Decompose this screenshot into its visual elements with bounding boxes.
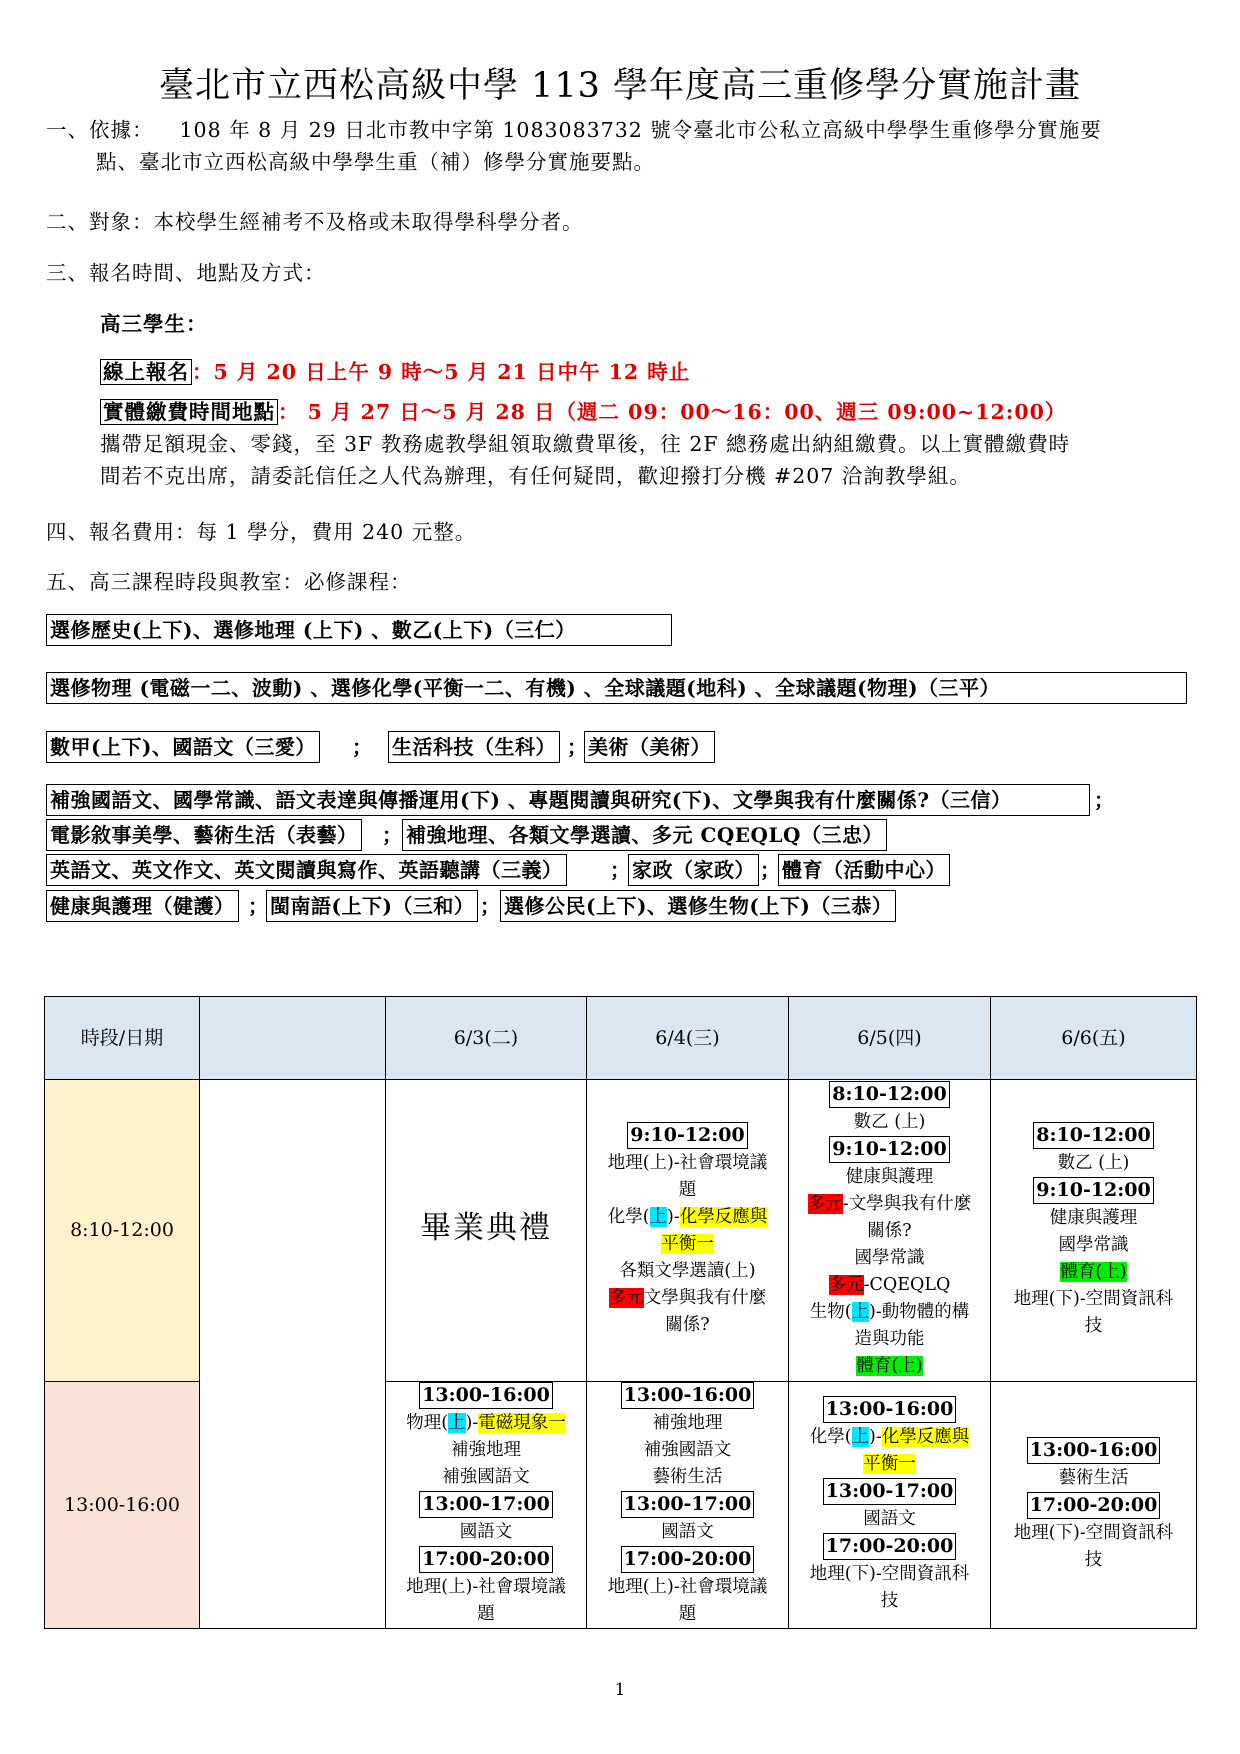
course-line: 題 — [678, 1604, 697, 1624]
online-registration — [100, 356, 690, 388]
page-number: 1 — [614, 1680, 626, 1700]
graduation-ceremony: 畢業典禮 — [420, 1209, 552, 1246]
time-badge: 13:00-16:00 — [621, 1382, 755, 1409]
course-line: 地理(下)-空間資訊科 — [809, 1563, 970, 1584]
course-box-3a: 數甲(上下)、國語文（三愛） — [46, 731, 320, 763]
course-box-5b: 補強地理、各類文學選讀、多元 CQEQLQ（三忠） — [402, 819, 887, 851]
cell-0603-am — [386, 1080, 587, 1382]
course-box-1: 選修歷史(上下)、選修地理 (上下) 、數乙(上下)（三仁） — [46, 614, 672, 646]
cell-0604-am — [587, 1080, 789, 1382]
time-badge: 17:00-20:00 — [823, 1533, 957, 1560]
cell-0604-pm — [587, 1382, 789, 1629]
separator: ； — [480, 894, 500, 918]
document-title: 臺北市立西松高級中學 113 學年度高三重修學分實施計畫 — [158, 66, 1082, 106]
cell-0603-pm — [386, 1382, 587, 1629]
slot-afternoon: 13:00-16:00 — [45, 1382, 200, 1629]
morning-row — [45, 1080, 1197, 1382]
course-box-7c: 選修公民(上下)、選修生物(上下)（三恭） — [500, 890, 896, 922]
course-line: 關係? — [665, 1315, 710, 1335]
slot-morning: 8:10-12:00 — [45, 1080, 200, 1382]
course-line: 健康與護理 — [845, 1167, 934, 1187]
section-1-line2: 點、臺北市立西松高級中學學生重（補）修學分實施要點。 — [96, 150, 655, 174]
course-line: 國學常識 — [854, 1248, 925, 1268]
course-line: 關係? — [867, 1221, 912, 1241]
onsite-payment — [100, 396, 1066, 428]
cell-0605-pm — [789, 1382, 991, 1629]
time-badge: 8:10-12:00 — [1033, 1122, 1153, 1149]
time-badge: 13:00-16:00 — [823, 1396, 957, 1423]
course-line: 體育(上) — [1060, 1261, 1127, 1282]
course-line: 物理(上)-電磁現象一 — [406, 1413, 566, 1433]
course-line: 數乙 (上) — [853, 1112, 926, 1132]
separator: ； — [352, 735, 372, 759]
course-line: 化學(上)-化學反應與 — [809, 1426, 970, 1447]
course-line: 地理(上)-社會環境議 — [607, 1577, 768, 1597]
course-line: 題 — [477, 1604, 495, 1624]
header-cell: 6/6(五) — [991, 997, 1197, 1080]
time-badge: 13:00-16:00 — [1027, 1437, 1161, 1464]
course-line: 多元-文學與我有什麼 — [807, 1194, 972, 1214]
time-badge: 13:00-17:00 — [419, 1491, 553, 1518]
section-2: 二、對象：本校學生經補考不及格或未取得學科學分者。 — [46, 210, 584, 234]
course-line: 平衡一 — [863, 1453, 916, 1474]
course-line: 地理(上)-社會環境議 — [406, 1577, 566, 1597]
time-badge: 9:10-12:00 — [829, 1136, 949, 1163]
course-box-6a: 英語文、英文作文、英文閱讀與寫作、英語聽講（三義） — [46, 854, 567, 886]
course-line: 地理(下)-空間資訊科 — [1013, 1522, 1174, 1543]
course-box-3b: 生活科技（生科） — [388, 731, 560, 763]
course-box-4: 補強國語文、國學常識、語文表達與傳播運用(下) 、專題閱讀與研究(下)、文學與我有什麼關係?（三信） — [46, 784, 1090, 816]
course-line: 健康與護理 — [1049, 1207, 1138, 1228]
course-line: 藝術生活 — [1058, 1467, 1129, 1488]
time-badge: 9:10-12:00 — [1033, 1177, 1153, 1204]
section-4: 四、報名費用：每 1 學分，費用 240 元整。 — [46, 520, 477, 544]
course-line: 地理(下)-空間資訊科 — [1013, 1288, 1174, 1309]
course-line: 藝術生活 — [652, 1467, 723, 1487]
course-line: 補強國語文 — [442, 1467, 530, 1487]
header-cell: 6/5(四) — [789, 997, 991, 1080]
time-badge: 8:10-12:00 — [829, 1081, 949, 1108]
separator: ； — [382, 823, 402, 847]
cell-0605-am — [789, 1080, 991, 1382]
section-1 — [46, 114, 1102, 146]
course-line: 補強地理 — [451, 1440, 521, 1460]
course-box-5a: 電影敘事美學、藝術生活（表藝） — [46, 819, 362, 851]
cell-0606-pm — [991, 1382, 1197, 1629]
online-time: ：5 月 20 日上午 9 時～5 月 21 日中午 12 時止 — [192, 360, 691, 384]
empty-column — [200, 1080, 386, 1629]
section-5: 五、高三課程時段與教室：必修課程： — [46, 570, 412, 594]
course-line: 補強國語文 — [643, 1440, 732, 1460]
time-badge: 17:00-20:00 — [621, 1546, 755, 1573]
payment-instructions-1: 攜帶足額現金、零錢，至 3F 教務處教學組領取繳費單後，往 2F 總務處出納組繳費。以上實體繳費時 — [100, 432, 1071, 456]
separator: ； — [760, 858, 780, 882]
separator: ； — [1094, 788, 1114, 812]
course-line: 國學常識 — [1058, 1234, 1129, 1255]
course-line: 平衡一 — [661, 1234, 714, 1254]
course-line: 技 — [880, 1590, 899, 1611]
course-box-6c: 體育（活動中心） — [778, 854, 950, 886]
course-line: 國語文 — [661, 1522, 714, 1542]
course-line: 補強地理 — [652, 1413, 723, 1433]
section-1-label: 一、依據： — [46, 118, 154, 142]
separator: ； — [610, 858, 630, 882]
time-badge: 13:00-17:00 — [621, 1491, 755, 1518]
schedule-table — [44, 996, 1197, 1629]
course-line: 國語文 — [863, 1508, 916, 1529]
header-cell: 6/3(二) — [386, 997, 587, 1080]
course-box-7a: 健康與護理（健護） — [46, 890, 239, 922]
online-label: 線上報名 — [100, 359, 192, 385]
course-line: 各類文學選讀(上) — [619, 1261, 756, 1281]
course-line: 數乙 (上) — [1057, 1152, 1130, 1173]
time-badge: 17:00-20:00 — [1027, 1492, 1161, 1519]
separator: ； — [248, 894, 268, 918]
separator: ； — [567, 735, 587, 759]
header-cell — [200, 997, 386, 1080]
course-line: 體育(上) — [856, 1356, 923, 1376]
time-badge: 9:10-12:00 — [627, 1122, 747, 1149]
course-line: 技 — [1084, 1315, 1103, 1336]
course-box-2: 選修物理 (電磁一二、波動) 、選修化學(平衡一二、有機) 、全球議題(地科) 、全球議題(物理)（三平） — [46, 672, 1187, 704]
course-line: 地理(上)-社會環境議 — [607, 1153, 768, 1173]
section-3: 三、報名時間、地點及方式： — [46, 261, 326, 285]
header-cell: 6/4(三) — [587, 997, 789, 1080]
onsite-time: ： 5 月 27 日～5 月 28 日（週二 09：00～16：00、週三 09:00~12:00） — [278, 400, 1067, 424]
senior-students-heading: 高三學生： — [100, 312, 208, 336]
course-line: 技 — [1084, 1549, 1103, 1570]
course-line: 多元-CQEQLQ — [828, 1275, 951, 1295]
cell-0606-am — [991, 1080, 1197, 1382]
course-line: 國語文 — [459, 1522, 513, 1542]
course-line: 造與功能 — [854, 1329, 925, 1349]
course-line: 多元文學與我有什麼 — [608, 1288, 767, 1308]
onsite-label: 實體繳費時間地點 — [100, 399, 278, 425]
header-cell: 時段/日期 — [45, 997, 200, 1080]
course-line: 題 — [678, 1180, 697, 1200]
time-badge: 13:00-16:00 — [419, 1382, 553, 1409]
course-box-3c: 美術（美術） — [584, 731, 715, 763]
course-line: 生物(上)-動物體的構 — [809, 1302, 970, 1322]
course-box-7b: 閩南語(上下)（三和） — [266, 890, 478, 922]
time-badge: 17:00-20:00 — [419, 1546, 553, 1573]
section-1-line1: 108 年 8 月 29 日北市教中字第 1083083732 號令臺北市公私立高級中學學生重修學分實施要 — [179, 118, 1102, 142]
schedule-header-row — [45, 997, 1197, 1080]
course-line: 化學(上)-化學反應與 — [607, 1207, 768, 1227]
time-badge: 13:00-17:00 — [823, 1478, 957, 1505]
course-box-6b: 家政（家政） — [628, 854, 759, 886]
payment-instructions-2: 間若不克出席，請委託信任之人代為辦理，有任何疑問，歡迎撥打分機 #207 洽詢教學組。 — [100, 464, 971, 488]
